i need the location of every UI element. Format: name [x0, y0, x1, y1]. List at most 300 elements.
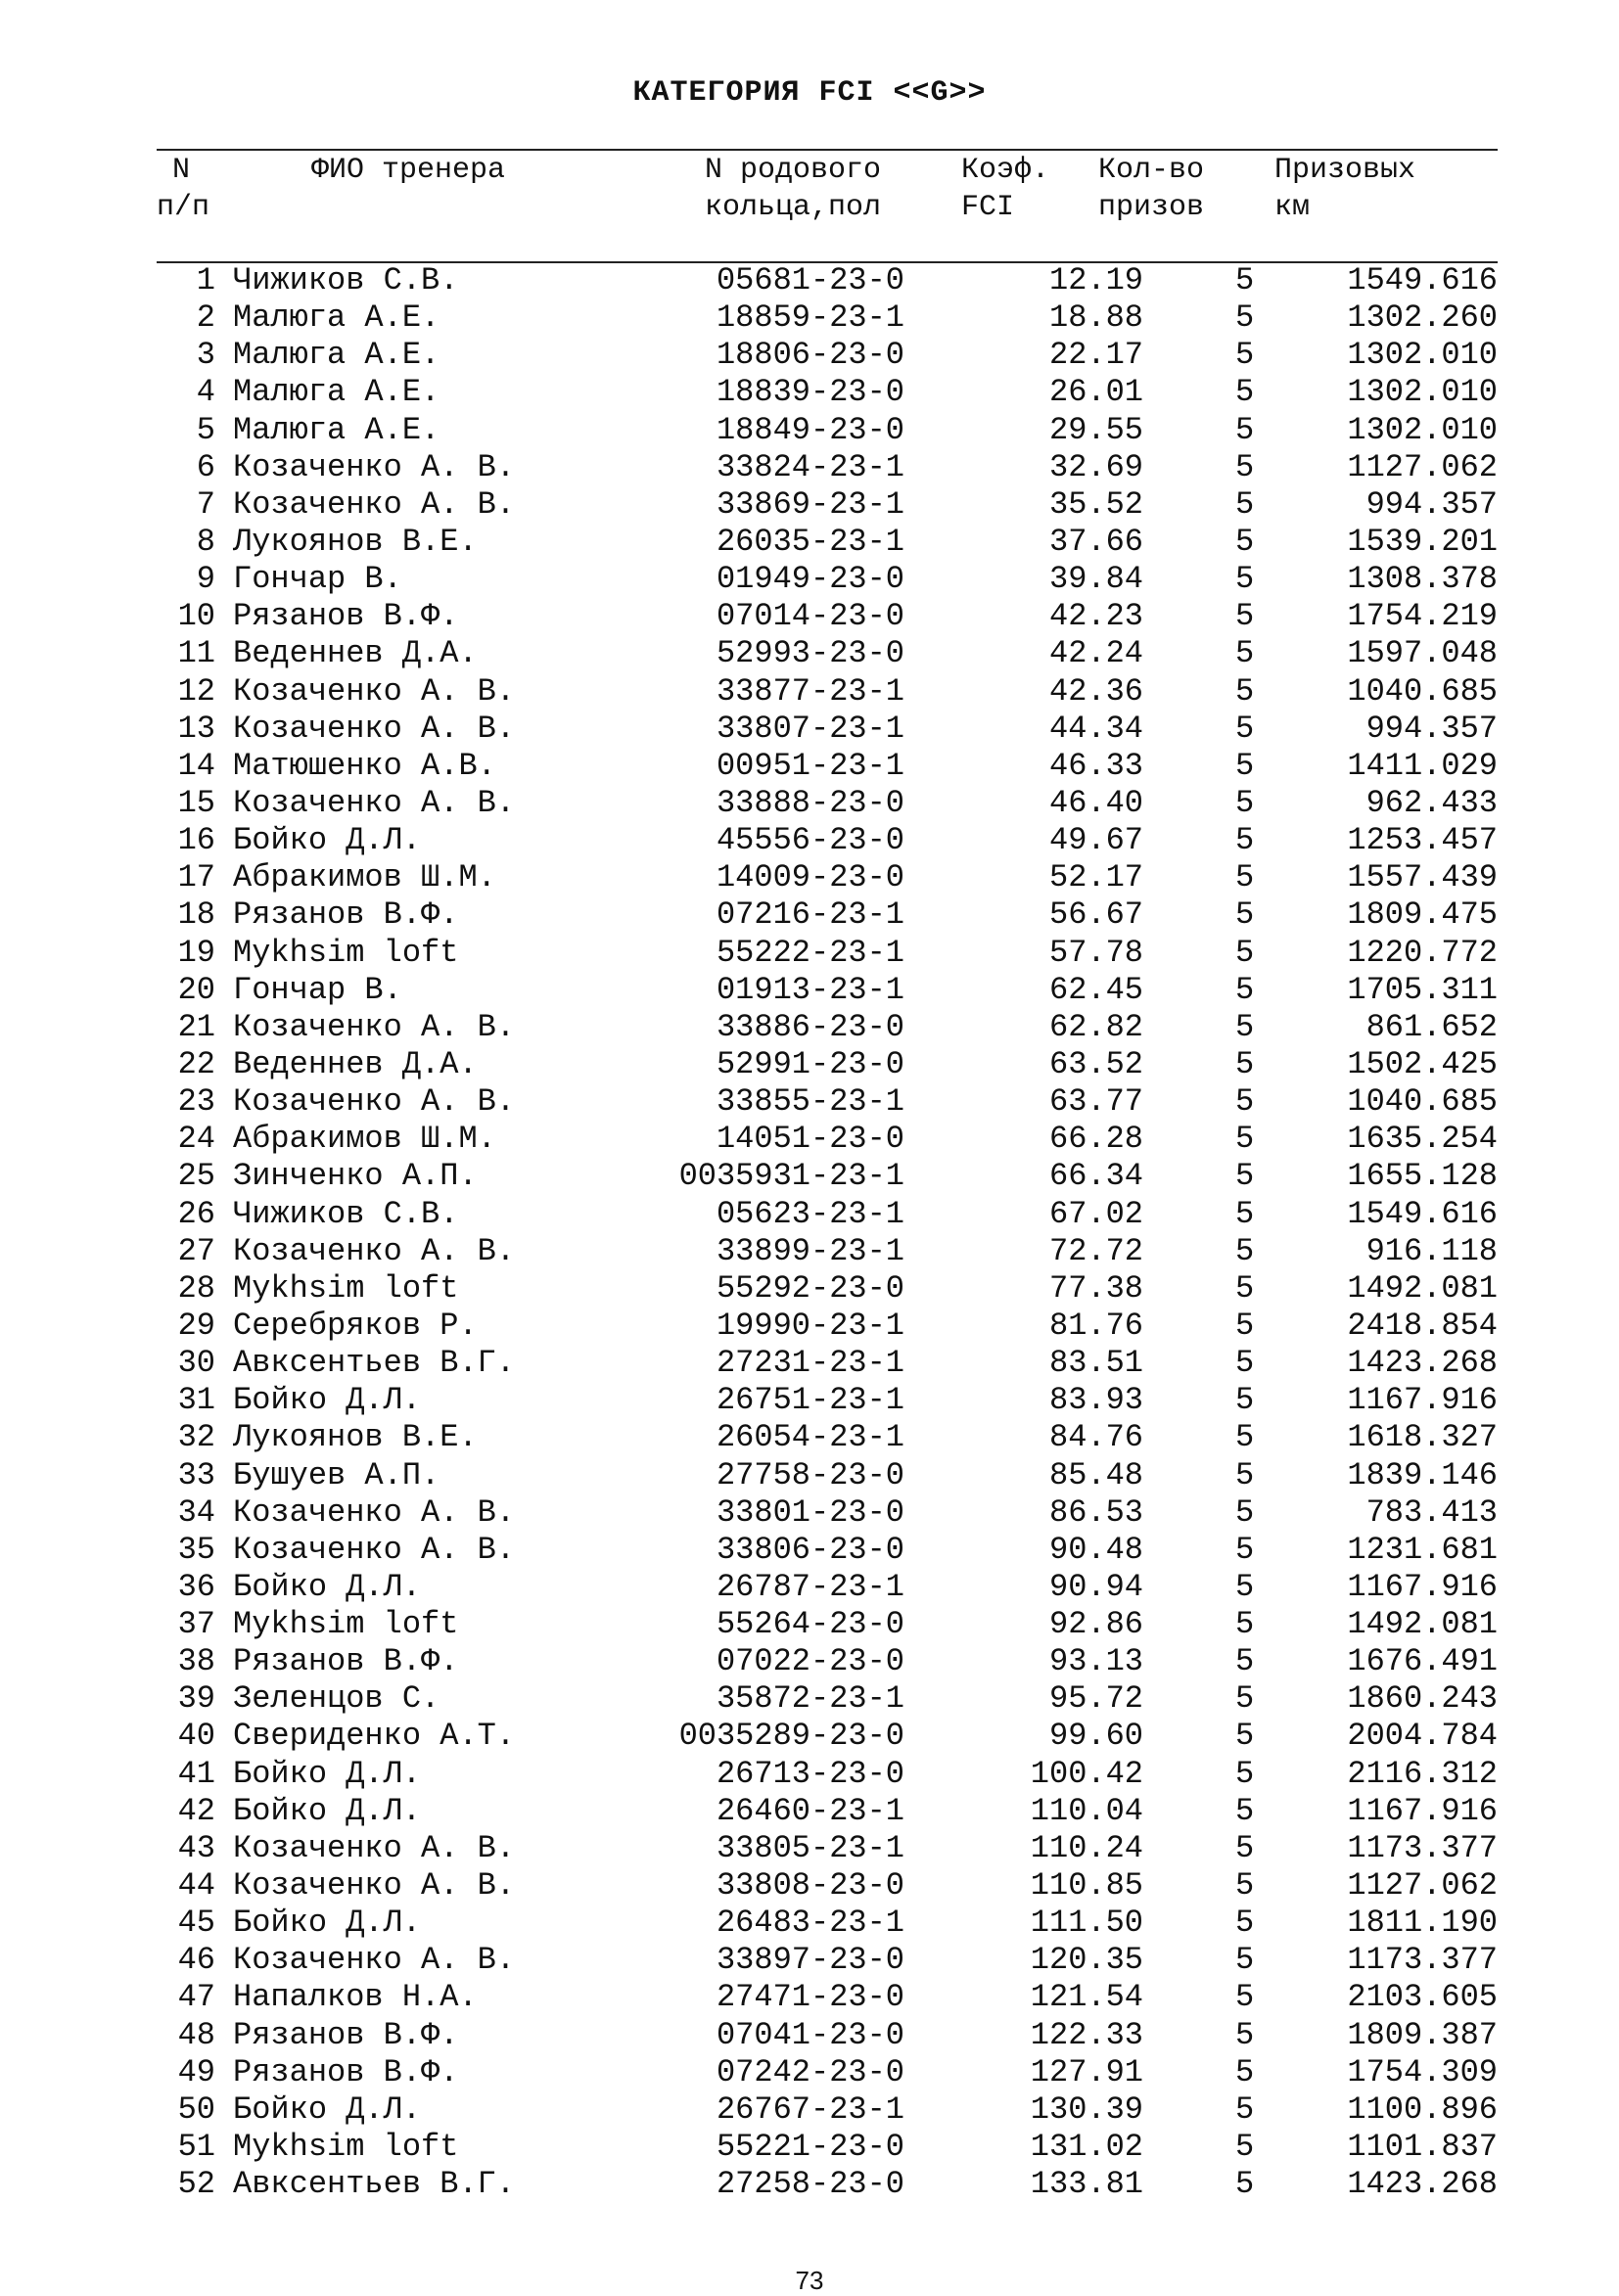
header-coef-line1: Коэф. — [961, 154, 1050, 187]
prize-count: 5 — [1235, 337, 1255, 374]
table-row — [0, 2166, 1619, 2203]
prize-count: 5 — [1235, 598, 1255, 635]
fci-coefficient: 12.19 — [1048, 262, 1143, 298]
prize-km: 861.652 — [1365, 1008, 1498, 1045]
trainer-name: Свериденко А.Т. — [233, 1718, 516, 1755]
fci-coefficient: 127.91 — [1030, 2053, 1143, 2090]
prize-km: 1809.475 — [1347, 896, 1498, 934]
prize-count: 5 — [1235, 523, 1255, 560]
fci-coefficient: 46.33 — [1048, 747, 1143, 784]
results-table-body — [0, 262, 1619, 2203]
row-number: 2 — [196, 299, 215, 337]
row-number: 37 — [177, 1606, 215, 1643]
fci-coefficient: 110.04 — [1030, 1792, 1143, 1829]
fci-coefficient: 56.67 — [1048, 896, 1143, 934]
ring-number: 0035931-23-1 — [678, 1158, 904, 1195]
fci-coefficient: 130.39 — [1030, 2090, 1143, 2128]
trainer-name: Козаченко А. В. — [233, 448, 516, 485]
fci-coefficient: 83.93 — [1048, 1382, 1143, 1419]
trainer-name: Чижиков С.В. — [233, 262, 459, 298]
prize-km: 1040.685 — [1347, 672, 1498, 710]
fci-coefficient: 37.66 — [1048, 523, 1143, 560]
row-number: 32 — [177, 1419, 215, 1456]
prize-count: 5 — [1235, 1792, 1255, 1829]
row-number: 18 — [177, 896, 215, 934]
trainer-name: Рязанов В.Ф. — [233, 598, 459, 635]
table-row — [0, 1382, 1619, 1419]
prize-count: 5 — [1235, 672, 1255, 710]
prize-km: 962.433 — [1365, 784, 1498, 821]
trainer-name: Рязанов В.Ф. — [233, 2016, 459, 2053]
table-row — [0, 1457, 1619, 1494]
prize-km: 1423.268 — [1347, 2166, 1498, 2203]
header-km-line1: Призовых — [1274, 154, 1416, 187]
trainer-name: Козаченко А. В. — [233, 1867, 516, 1905]
prize-km: 1839.146 — [1347, 1456, 1498, 1493]
prize-km: 2116.312 — [1347, 1755, 1498, 1792]
prize-count: 5 — [1235, 896, 1255, 934]
table-row — [0, 1046, 1619, 1083]
row-number: 29 — [177, 1307, 215, 1344]
row-number: 23 — [177, 1083, 215, 1121]
ring-number: 26767-23-1 — [716, 2090, 904, 2128]
ring-number: 26751-23-1 — [716, 1382, 904, 1419]
table-row — [0, 1793, 1619, 1830]
table-row — [0, 822, 1619, 859]
fci-coefficient: 35.52 — [1048, 485, 1143, 523]
ring-number: 00951-23-1 — [716, 747, 904, 784]
trainer-name: Рязанов В.Ф. — [233, 896, 459, 934]
fci-coefficient: 111.50 — [1030, 1905, 1143, 1942]
prize-km: 1549.616 — [1347, 1195, 1498, 1232]
table-row — [0, 1494, 1619, 1532]
prize-count: 5 — [1235, 1195, 1255, 1232]
trainer-name: Малюга А.Е. — [233, 337, 440, 374]
fci-coefficient: 29.55 — [1048, 411, 1143, 448]
prize-km: 1173.377 — [1347, 1829, 1498, 1866]
prize-count: 5 — [1235, 822, 1255, 859]
prize-km: 1423.268 — [1347, 1345, 1498, 1382]
prize-km: 1549.616 — [1347, 262, 1498, 298]
prize-km: 1492.081 — [1347, 1269, 1498, 1307]
fci-coefficient: 110.85 — [1030, 1867, 1143, 1905]
header-km-line2: км — [1274, 191, 1311, 224]
prize-km: 1618.327 — [1347, 1419, 1498, 1456]
prize-count: 5 — [1235, 635, 1255, 672]
prize-count: 5 — [1235, 2053, 1255, 2090]
prize-km: 1635.254 — [1347, 1121, 1498, 1158]
prize-count: 5 — [1235, 374, 1255, 411]
prize-km: 1860.243 — [1347, 1680, 1498, 1718]
trainer-name: Козаченко А. В. — [233, 1232, 516, 1269]
ring-number: 33886-23-0 — [716, 1008, 904, 1045]
row-number: 44 — [177, 1867, 215, 1905]
ring-number: 55264-23-0 — [716, 1606, 904, 1643]
trainer-name: Бойко Д.Л. — [233, 1755, 422, 1792]
row-number: 26 — [177, 1195, 215, 1232]
row-number: 8 — [196, 523, 215, 560]
fci-coefficient: 52.17 — [1048, 859, 1143, 896]
trainer-name: Бойко Д.Л. — [233, 1905, 422, 1942]
ring-number: 19990-23-1 — [716, 1307, 904, 1344]
trainer-name: Бойко Д.Л. — [233, 1382, 422, 1419]
trainer-name: Бойко Д.Л. — [233, 1792, 422, 1829]
fci-coefficient: 83.51 — [1048, 1345, 1143, 1382]
table-row — [0, 1756, 1619, 1793]
trainer-name: Козаченко А. В. — [233, 1008, 516, 1045]
trainer-name: Рязанов В.Ф. — [233, 2053, 459, 2090]
table-row — [0, 1830, 1619, 1867]
row-number: 9 — [196, 561, 215, 598]
row-number: 35 — [177, 1531, 215, 1568]
trainer-name: Бушуев А.П. — [233, 1456, 440, 1493]
row-number: 6 — [196, 448, 215, 485]
table-row — [0, 673, 1619, 711]
trainer-name: Малюга А.Е. — [233, 374, 440, 411]
ring-number: 33805-23-1 — [716, 1829, 904, 1866]
header-ring-line1: N родового — [705, 154, 882, 187]
table-row — [0, 2091, 1619, 2129]
trainer-name: Веденнев Д.А. — [233, 1045, 478, 1082]
table-row — [0, 635, 1619, 672]
row-number: 7 — [196, 485, 215, 523]
trainer-name: Гончар В. — [233, 561, 402, 598]
row-number: 13 — [177, 710, 215, 747]
prize-count: 5 — [1235, 1979, 1255, 2016]
prize-km: 1754.219 — [1347, 598, 1498, 635]
table-row — [0, 1083, 1619, 1121]
fci-coefficient: 122.33 — [1030, 2016, 1143, 2053]
fci-coefficient: 26.01 — [1048, 374, 1143, 411]
ring-number: 14051-23-0 — [716, 1121, 904, 1158]
header-num-line1: N — [172, 154, 191, 187]
table-row — [0, 1905, 1619, 1942]
trainer-name: Серебряков Р. — [233, 1307, 478, 1344]
fci-coefficient: 86.53 — [1048, 1493, 1143, 1531]
table-row — [0, 2017, 1619, 2054]
ring-number: 27758-23-0 — [716, 1456, 904, 1493]
ring-number: 05681-23-0 — [716, 262, 904, 298]
ring-number: 18859-23-1 — [716, 299, 904, 337]
fci-coefficient: 100.42 — [1030, 1755, 1143, 1792]
fci-coefficient: 22.17 — [1048, 337, 1143, 374]
ring-number: 26054-23-1 — [716, 1419, 904, 1456]
trainer-name: Напалков Н.А. — [233, 1979, 478, 2016]
prize-count: 5 — [1235, 934, 1255, 971]
ring-number: 52993-23-0 — [716, 635, 904, 672]
table-row — [0, 262, 1619, 299]
trainer-name: Козаченко А. В. — [233, 710, 516, 747]
row-number: 11 — [177, 635, 215, 672]
ring-number: 14009-23-0 — [716, 859, 904, 896]
prize-count: 5 — [1235, 1083, 1255, 1121]
trainer-name: Зинченко А.П. — [233, 1158, 478, 1195]
prize-count: 5 — [1235, 1905, 1255, 1942]
fci-coefficient: 42.23 — [1048, 598, 1143, 635]
fci-coefficient: 46.40 — [1048, 784, 1143, 821]
trainer-name: Бойко Д.Л. — [233, 1568, 422, 1605]
row-number: 10 — [177, 598, 215, 635]
header-ring-line2: кольца,пол — [705, 191, 882, 224]
ring-number: 18839-23-0 — [716, 374, 904, 411]
prize-km: 916.118 — [1365, 1232, 1498, 1269]
fci-coefficient: 131.02 — [1030, 2129, 1143, 2166]
row-number: 21 — [177, 1008, 215, 1045]
prize-km: 1302.260 — [1347, 299, 1498, 337]
table-row — [0, 1532, 1619, 1569]
prize-count: 5 — [1235, 1493, 1255, 1531]
ring-number: 27258-23-0 — [716, 2166, 904, 2203]
ring-number: 33888-23-0 — [716, 784, 904, 821]
ring-number: 01949-23-0 — [716, 561, 904, 598]
trainer-name: Mykhsim loft — [233, 2129, 459, 2166]
fci-coefficient: 90.94 — [1048, 1568, 1143, 1605]
prize-count: 5 — [1235, 747, 1255, 784]
ring-number: 07216-23-1 — [716, 896, 904, 934]
trainer-name: Чижиков С.В. — [233, 1195, 459, 1232]
prize-km: 1539.201 — [1347, 523, 1498, 560]
trainer-name: Веденнев Д.А. — [233, 635, 478, 672]
prize-km: 1705.311 — [1347, 971, 1498, 1008]
prize-km: 2103.605 — [1347, 1979, 1498, 2016]
ring-number: 18806-23-0 — [716, 337, 904, 374]
header-top-rule — [157, 149, 1498, 151]
ring-number: 55221-23-0 — [716, 2129, 904, 2166]
table-row — [0, 1680, 1619, 1718]
prize-count: 5 — [1235, 262, 1255, 298]
prize-count: 5 — [1235, 2166, 1255, 2203]
row-number: 48 — [177, 2016, 215, 2053]
fci-coefficient: 110.24 — [1030, 1829, 1143, 1866]
prize-count: 5 — [1235, 1942, 1255, 1979]
ring-number: 07014-23-0 — [716, 598, 904, 635]
table-row — [0, 1233, 1619, 1270]
trainer-name: Козаченко А. В. — [233, 672, 516, 710]
fci-coefficient: 66.28 — [1048, 1121, 1143, 1158]
prize-km: 1502.425 — [1347, 1045, 1498, 1082]
prize-count: 5 — [1235, 1419, 1255, 1456]
table-row — [0, 1270, 1619, 1308]
ring-number: 35872-23-1 — [716, 1680, 904, 1718]
row-number: 38 — [177, 1643, 215, 1680]
table-row — [0, 524, 1619, 561]
table-row — [0, 2129, 1619, 2166]
prize-count: 5 — [1235, 1531, 1255, 1568]
fci-coefficient: 39.84 — [1048, 561, 1143, 598]
header-coef-line2: FCI — [961, 191, 1015, 224]
prize-km: 1040.685 — [1347, 1083, 1498, 1121]
header-num-line2: п/п — [157, 191, 210, 224]
fci-coefficient: 44.34 — [1048, 710, 1143, 747]
table-row — [0, 561, 1619, 598]
trainer-name: Матюшенко А.В. — [233, 747, 496, 784]
row-number: 4 — [196, 374, 215, 411]
fci-coefficient: 84.76 — [1048, 1419, 1143, 1456]
prize-count: 5 — [1235, 485, 1255, 523]
table-row — [0, 299, 1619, 337]
ring-number: 27231-23-1 — [716, 1345, 904, 1382]
prize-count: 5 — [1235, 299, 1255, 337]
ring-number: 33801-23-0 — [716, 1493, 904, 1531]
trainer-name: Лукоянов В.Е. — [233, 523, 478, 560]
row-number: 25 — [177, 1158, 215, 1195]
prize-km: 1411.029 — [1347, 747, 1498, 784]
fci-coefficient: 67.02 — [1048, 1195, 1143, 1232]
trainer-name: Бойко Д.Л. — [233, 822, 422, 859]
prize-km: 1302.010 — [1347, 374, 1498, 411]
ring-number: 26713-23-0 — [716, 1755, 904, 1792]
prize-km: 1127.062 — [1347, 1867, 1498, 1905]
ring-number: 07022-23-0 — [716, 1643, 904, 1680]
prize-km: 1597.048 — [1347, 635, 1498, 672]
row-number: 52 — [177, 2166, 215, 2203]
table-row — [0, 449, 1619, 486]
ring-number: 26483-23-1 — [716, 1905, 904, 1942]
prize-count: 5 — [1235, 1045, 1255, 1082]
ring-number: 26460-23-1 — [716, 1792, 904, 1829]
trainer-name: Козаченко А. В. — [233, 1083, 516, 1121]
prize-count: 5 — [1235, 1829, 1255, 1866]
fci-coefficient: 90.48 — [1048, 1531, 1143, 1568]
prize-count: 5 — [1235, 1121, 1255, 1158]
ring-number: 33899-23-1 — [716, 1232, 904, 1269]
row-number: 17 — [177, 859, 215, 896]
row-number: 40 — [177, 1718, 215, 1755]
row-number: 27 — [177, 1232, 215, 1269]
row-number: 15 — [177, 784, 215, 821]
trainer-name: Абракимов Ш.М. — [233, 1121, 496, 1158]
ring-number: 07242-23-0 — [716, 2053, 904, 2090]
table-row — [0, 337, 1619, 374]
table-row — [0, 1867, 1619, 1905]
ring-number: 0035289-23-0 — [678, 1718, 904, 1755]
table-row — [0, 374, 1619, 411]
prize-count: 5 — [1235, 1008, 1255, 1045]
table-row — [0, 1569, 1619, 1606]
row-number: 14 — [177, 747, 215, 784]
row-number: 45 — [177, 1905, 215, 1942]
table-row — [0, 972, 1619, 1009]
row-number: 20 — [177, 971, 215, 1008]
trainer-name: Лукоянов В.Е. — [233, 1419, 478, 1456]
row-number: 47 — [177, 1979, 215, 2016]
fci-coefficient: 63.77 — [1048, 1083, 1143, 1121]
row-number: 50 — [177, 2090, 215, 2128]
header-prizes-line1: Кол-во — [1098, 154, 1205, 187]
row-number: 19 — [177, 934, 215, 971]
table-row — [0, 1419, 1619, 1456]
table-row — [0, 1196, 1619, 1233]
prize-km: 1302.010 — [1347, 411, 1498, 448]
prize-km: 1253.457 — [1347, 822, 1498, 859]
trainer-name: Козаченко А. В. — [233, 1829, 516, 1866]
prize-count: 5 — [1235, 411, 1255, 448]
prize-count: 5 — [1235, 710, 1255, 747]
ring-number: 52991-23-0 — [716, 1045, 904, 1082]
ring-number: 55292-23-0 — [716, 1269, 904, 1307]
row-number: 49 — [177, 2053, 215, 2090]
trainer-name: Гончар В. — [233, 971, 402, 1008]
fci-coefficient: 99.60 — [1048, 1718, 1143, 1755]
prize-count: 5 — [1235, 1606, 1255, 1643]
ring-number: 05623-23-1 — [716, 1195, 904, 1232]
row-number: 36 — [177, 1568, 215, 1605]
prize-km: 1492.081 — [1347, 1606, 1498, 1643]
prize-count: 5 — [1235, 1232, 1255, 1269]
fci-coefficient: 57.78 — [1048, 934, 1143, 971]
prize-km: 1308.378 — [1347, 561, 1498, 598]
prize-count: 5 — [1235, 1382, 1255, 1419]
prize-count: 5 — [1235, 1345, 1255, 1382]
trainer-name: Малюга А.Е. — [233, 411, 440, 448]
row-number: 46 — [177, 1942, 215, 1979]
ring-number: 45556-23-0 — [716, 822, 904, 859]
row-number: 30 — [177, 1345, 215, 1382]
fci-coefficient: 62.82 — [1048, 1008, 1143, 1045]
prize-km: 1220.772 — [1347, 934, 1498, 971]
prize-count: 5 — [1235, 1680, 1255, 1718]
fci-coefficient: 121.54 — [1030, 1979, 1143, 2016]
table-row — [0, 1345, 1619, 1382]
prize-km: 2418.854 — [1347, 1307, 1498, 1344]
prize-count: 5 — [1235, 1456, 1255, 1493]
prize-count: 5 — [1235, 1867, 1255, 1905]
trainer-name: Авксентьев В.Г. — [233, 2166, 516, 2203]
trainer-name: Козаченко А. В. — [233, 1531, 516, 1568]
row-number: 24 — [177, 1121, 215, 1158]
fci-coefficient: 42.36 — [1048, 672, 1143, 710]
prize-km: 1167.916 — [1347, 1568, 1498, 1605]
prize-km: 1127.062 — [1347, 448, 1498, 485]
trainer-name: Рязанов В.Ф. — [233, 1643, 459, 1680]
prize-km: 1101.837 — [1347, 2129, 1498, 2166]
prize-km: 1167.916 — [1347, 1792, 1498, 1829]
prize-km: 1167.916 — [1347, 1382, 1498, 1419]
table-row — [0, 598, 1619, 635]
ring-number: 33869-23-1 — [716, 485, 904, 523]
prize-km: 1173.377 — [1347, 1942, 1498, 1979]
table-row — [0, 1942, 1619, 1979]
ring-number: 18849-23-0 — [716, 411, 904, 448]
fci-coefficient: 93.13 — [1048, 1643, 1143, 1680]
trainer-name: Бойко Д.Л. — [233, 2090, 422, 2128]
prize-count: 5 — [1235, 2129, 1255, 2166]
trainer-name: Зеленцов С. — [233, 1680, 440, 1718]
fci-coefficient: 133.81 — [1030, 2166, 1143, 2203]
row-number: 33 — [177, 1456, 215, 1493]
table-row — [0, 1643, 1619, 1680]
trainer-name: Козаченко А. В. — [233, 1493, 516, 1531]
ring-number: 26035-23-1 — [716, 523, 904, 560]
prize-km: 1100.896 — [1347, 2090, 1498, 2128]
fci-coefficient: 81.76 — [1048, 1307, 1143, 1344]
fci-coefficient: 77.38 — [1048, 1269, 1143, 1307]
page-number: 73 — [795, 2266, 824, 2295]
table-row — [0, 1979, 1619, 2016]
prize-count: 5 — [1235, 1307, 1255, 1344]
prize-count: 5 — [1235, 1643, 1255, 1680]
row-number: 34 — [177, 1493, 215, 1531]
table-row — [0, 486, 1619, 524]
row-number: 28 — [177, 1269, 215, 1307]
row-number: 31 — [177, 1382, 215, 1419]
row-number: 41 — [177, 1755, 215, 1792]
prize-km: 1655.128 — [1347, 1158, 1498, 1195]
prize-count: 5 — [1235, 2016, 1255, 2053]
table-row — [0, 859, 1619, 896]
row-number: 42 — [177, 1792, 215, 1829]
header-name: ФИО тренера — [311, 154, 506, 187]
